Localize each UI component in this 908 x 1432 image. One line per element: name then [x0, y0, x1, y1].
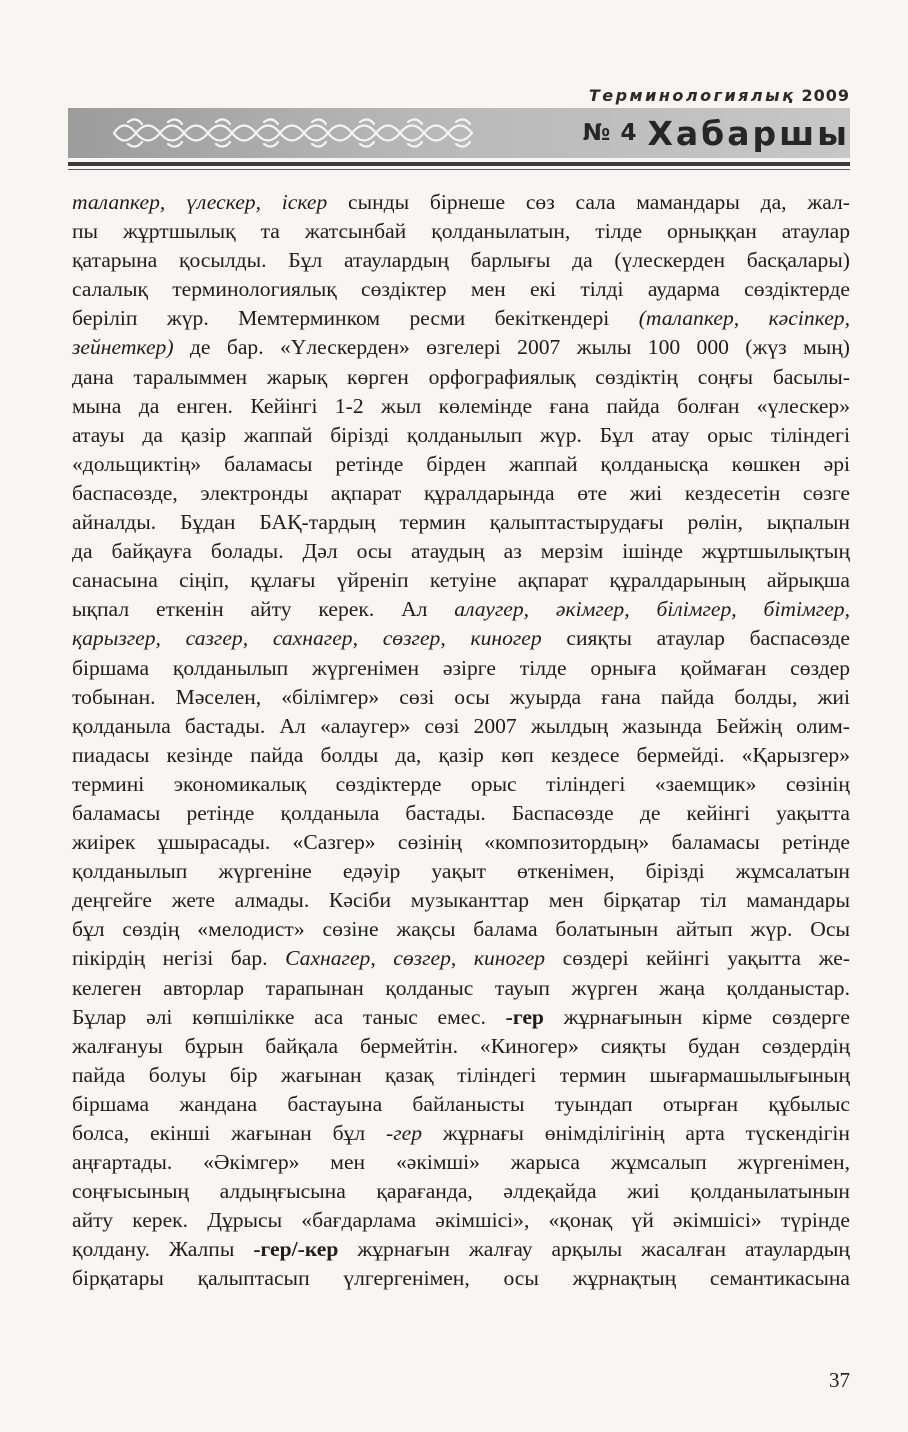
- text-run: пікірдің негізі бар.: [72, 946, 286, 971]
- text-run: салалық терминологиялық сөздіктер мен екі тілді аударма сөздіктерде: [72, 277, 850, 302]
- italic-term: қарызгер, сазгер, сахнагер, сөзгер, киногер: [72, 626, 542, 651]
- text-line: [72, 886, 850, 915]
- italic-term: -гер: [386, 1121, 423, 1145]
- text-line: [72, 624, 850, 653]
- text-run: біршама қолданылып жүргенімен әзірге тілде орнығa қоймаған сөздер: [72, 655, 850, 680]
- text-run: сынды бірнеше сөз сала мамандары да, жал-: [327, 190, 850, 214]
- text-line: [72, 1148, 850, 1177]
- text-run: айналды. Бұдан БАҚ-тардың термин қалыптастырудағы рөлін, ықпалын: [72, 510, 850, 535]
- text-line: [72, 595, 850, 624]
- journal-name: Терминологиялық: [588, 86, 796, 105]
- text-run: соңғысының алдыңғысына қарағанда, әлдеқайда жиі қолданылатынын: [72, 1179, 850, 1204]
- text-line: [72, 246, 850, 275]
- text-run: сияқты атаулар баспасөзде: [541, 626, 851, 651]
- text-line: [72, 566, 850, 595]
- text-line: [72, 392, 850, 421]
- text-run: қолданылып жүргеніне едәуір уақыт өткенімен, бірізді жұмсалатын: [72, 859, 850, 884]
- italic-term: зейнеткер): [72, 335, 174, 360]
- text-run: мына да енген. Кейінгі 1-2 жыл көлемінде ғана пайда болған «үлескер»: [72, 393, 850, 418]
- text-run: жиірек ұшырасады. «Сазгер» сөзінің «композитордың» баламасы ретінде: [72, 830, 850, 855]
- text-line: [72, 188, 850, 217]
- text-line: [72, 683, 850, 712]
- text-run: келеген авторлар тарапынан қолданыс тауып жүрген жаңа қолданыстар.: [72, 975, 850, 1000]
- italic-term: (талапкер, кәсіпкер,: [638, 306, 850, 331]
- italic-term: алаугер, әкімгер, білімгер, бітімгер,: [454, 597, 850, 622]
- text-line: [72, 450, 850, 479]
- text-line: [72, 1119, 850, 1148]
- text-run: пиадасы кезінде пайда болды да, қазір көп кездесе бермейді. «Қарызгер»: [72, 742, 850, 767]
- text-line: [72, 217, 850, 246]
- journal-year: 2009: [801, 86, 850, 105]
- text-line: [72, 915, 850, 944]
- text-line: [72, 275, 850, 304]
- text-run: баспасөзде, электронды ақпарат құралдарында өте жиі кездесетін сөзге: [72, 480, 850, 505]
- issue-number: № 4: [582, 120, 638, 146]
- text-line: [72, 1264, 850, 1293]
- text-line: [72, 741, 850, 770]
- text-run: «дольщиктің» баламасы ретінде бірден жаппай қолданысқа көшкен әрі: [72, 451, 850, 476]
- text-run: де бар. «Үлескерден» өзгелері 2007 жылы 100 000 (жүз мың): [173, 335, 850, 360]
- text-run: дана таралыммен жарық көрген орфографиялық сөздіктің соңғы басылы-: [72, 364, 850, 389]
- text-run: деңгейге жете алмады. Кәсіби музыканттар мен бірқатар тіл мамандары: [72, 888, 850, 913]
- text-line: [72, 479, 850, 508]
- text-run: ықпал еткенін айту керек. Ал: [72, 597, 455, 622]
- text-line: [72, 857, 850, 886]
- text-line: [72, 1061, 850, 1090]
- text-line: [72, 1090, 850, 1119]
- bold-suffix: -гер/-кер: [253, 1237, 339, 1262]
- text-run: беріліп жүр. Мемтерминком ресми бекіткендері: [72, 306, 639, 331]
- text-line: [72, 1003, 850, 1032]
- text-line: [72, 974, 850, 1003]
- text-run: бірқатары қалыптасып үлгергенімен, осы жұрнақтың семантикасына: [72, 1266, 850, 1291]
- page-number: 37: [829, 1368, 850, 1392]
- text-line: [72, 1206, 850, 1235]
- text-line: [72, 304, 850, 333]
- text-run: жұрнағы өнімділігінің арта түскендігін: [422, 1121, 850, 1145]
- text-run: атауы да қазір жаппай бірізді қолданылып жүр. Бұл атау орыс тіліндегі: [72, 422, 850, 447]
- text-run: термині экономикалық сөздіктерде орыс тіліндегі «заемщик» сөзінің: [72, 771, 850, 796]
- text-run: баламасы ретінде қолданыла бастады. Баспасөзде де кейінгі уақытта: [72, 800, 850, 825]
- text-line: [72, 712, 850, 741]
- text-run: бұл сөздің «мелодист» сөзіне жақсы балама болатынын айтып жүр. Осы: [72, 917, 850, 942]
- text-line: [72, 1235, 850, 1264]
- text-line: [72, 799, 850, 828]
- kazakh-ornament-icon: [110, 114, 480, 152]
- text-run: жұрнағын жалғау арқылы жасалған атаулардың: [338, 1237, 850, 1262]
- text-run: аңғартады. «Әкімгер» мен «әкімші» жарыса жұмсалып жүргенімен,: [72, 1150, 850, 1175]
- text-line: [72, 333, 850, 362]
- issue-title: [583, 108, 850, 158]
- text-run: пайда болуы бір жағынан қазақ тіліндегі термин шығармашылығының: [72, 1062, 850, 1087]
- header-rule-thin: [68, 169, 850, 170]
- text-line: [72, 537, 850, 566]
- text-run: қатарына қосылды. Бұл атаулардың барлығы да (үлескерден басқалары): [72, 248, 850, 273]
- italic-term: талапкер, үлескер, іскер: [72, 190, 328, 214]
- text-line: [72, 654, 850, 683]
- text-run: айту керек. Дұрысы «бағдарлама әкімшісі», «қонақ үй әкімшісі» түрінде: [72, 1208, 850, 1233]
- text-line: [72, 828, 850, 857]
- text-run: қолданыла бастады. Ал «алаугер» сөзі 2007 жылдың жазында Бейжің олим-: [72, 713, 850, 738]
- text-line: [72, 1177, 850, 1206]
- text-run: жұрнағынын кірме сөздерге: [543, 1004, 850, 1029]
- text-line: [72, 421, 850, 450]
- text-run: Бұлар әлі көпшілікке аса таныс емес.: [72, 1004, 506, 1029]
- text-line: [72, 363, 850, 392]
- text-run: санасына сіңіп, құлағы үйреніп кетуіне ақпарат құралдарының айрықша: [72, 568, 850, 593]
- text-run: біршама жандана бастауына байланысты туындап отырған құбылыс: [72, 1091, 850, 1116]
- bold-suffix: -гер: [505, 1004, 544, 1029]
- text-run: да байқауға болады. Дәл осы атаудың аз мерзім ішінде жұртшылықтың: [72, 539, 850, 564]
- header-rule-thick: [68, 162, 850, 166]
- text-line: [72, 508, 850, 537]
- bulletin-name: Хабаршы: [647, 113, 850, 153]
- text-run: болса, екінші жағынан бұл: [72, 1121, 387, 1145]
- text-line: [72, 770, 850, 799]
- journal-kicker: [560, 86, 850, 105]
- text-run: сөздері кейінгі уақытта же-: [545, 946, 850, 971]
- article-body: [72, 188, 850, 1294]
- text-run: пы жұртшылық та жатсынбай қолданылатын, тілде орныққан атаулар: [72, 219, 850, 244]
- text-line: [72, 944, 850, 973]
- italic-term: Сахнагер, сөзгер, киногер: [285, 946, 546, 971]
- text-run: қолдану. Жалпы: [72, 1237, 254, 1262]
- text-run: жалғануы бұрын байқала бермейтін. «Киногер» сияқты будан сөздердің: [72, 1033, 850, 1058]
- text-line: [72, 1032, 850, 1061]
- text-run: тобынан. Мәселен, «білімгер» сөзі осы жуырда ғана пайда болды, жиі: [72, 684, 850, 709]
